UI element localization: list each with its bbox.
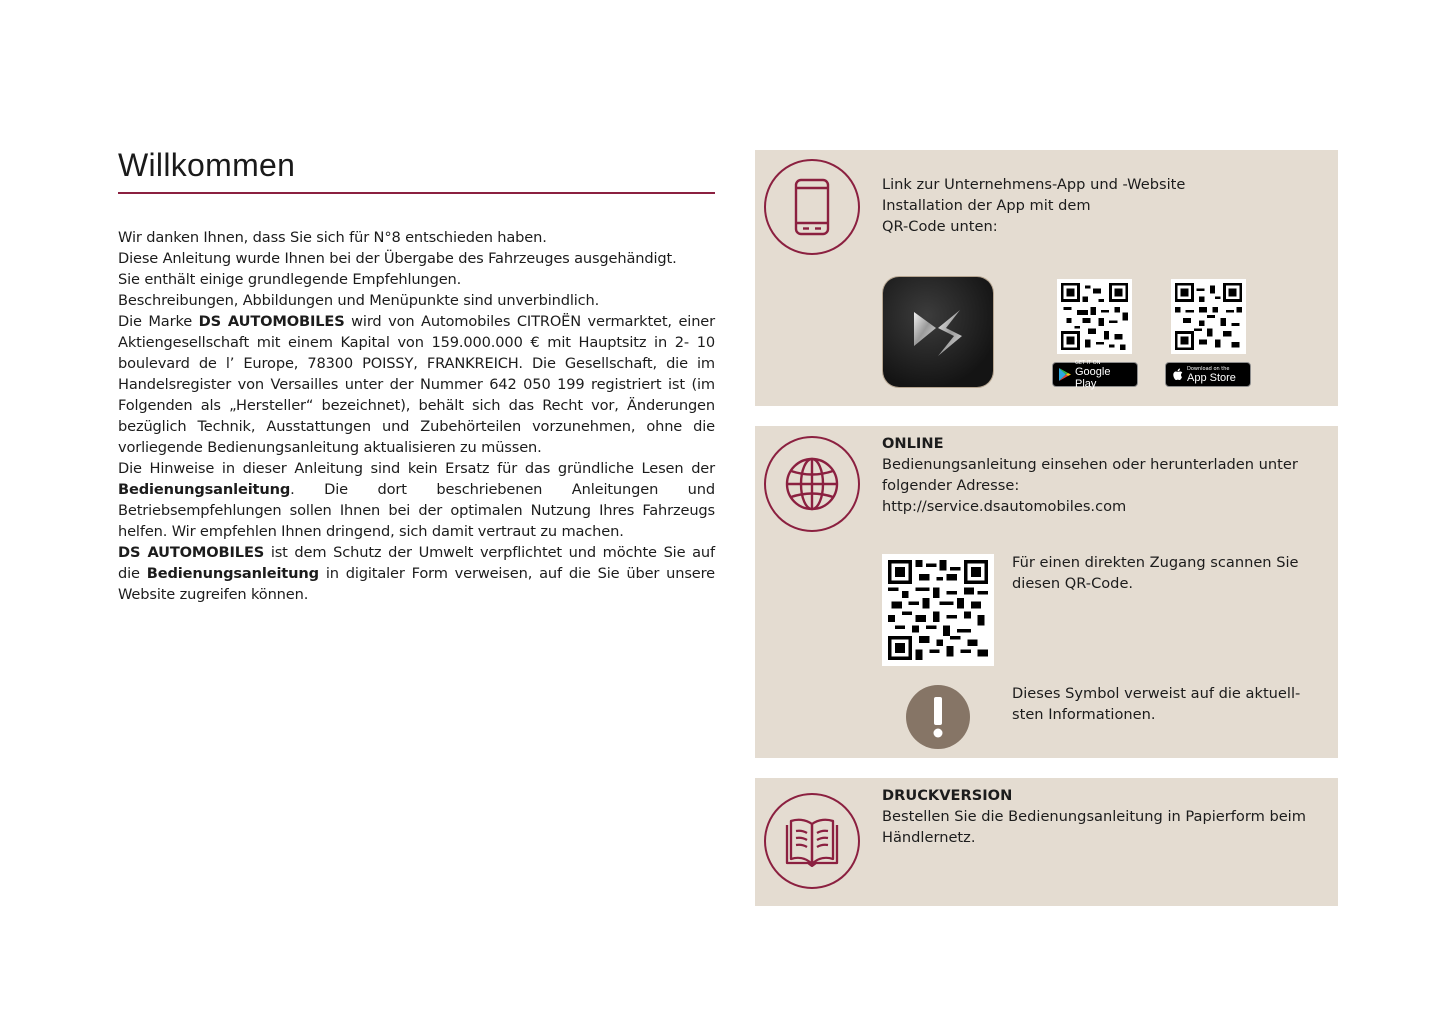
app-store-badge[interactable] bbox=[1165, 362, 1251, 387]
badge-big-text: Google Play bbox=[1075, 365, 1111, 390]
text-line: Bestellen Sie die Bedienungsanleitung in Papierform beim Händlernetz. bbox=[882, 808, 1306, 846]
online-panel-text bbox=[882, 433, 1327, 517]
badge-small-text: Download on the bbox=[1187, 365, 1230, 372]
google-play-badge[interactable] bbox=[1052, 359, 1138, 390]
badge-small-text: GET IT ON bbox=[1075, 359, 1101, 366]
book-icon bbox=[764, 793, 860, 889]
intro-text bbox=[118, 227, 715, 605]
intro-paragraph-environment bbox=[118, 542, 715, 605]
page-title: Willkommen bbox=[118, 147, 296, 183]
intro-section bbox=[118, 146, 715, 605]
text-line: QR-Code unten: bbox=[882, 218, 998, 235]
intro-paragraph-notes bbox=[118, 458, 715, 542]
text: Die Marke bbox=[118, 313, 199, 330]
globe-icon bbox=[764, 436, 860, 532]
panel-heading: DRUCKVERSION bbox=[882, 787, 1013, 804]
title-underline bbox=[118, 192, 715, 194]
app-panel-text bbox=[882, 174, 1327, 237]
panel-heading: ONLINE bbox=[882, 435, 944, 452]
intro-paragraph: Diese Anleitung wurde Ihnen bei der Übergabe des Fahrzeuges ausgehändigt. bbox=[118, 250, 677, 267]
text: Die Hinweise in dieser Anleitung sind kein Ersatz für das gründliche Lesen der bbox=[118, 460, 715, 477]
text-line: Bedienungsanleitung einsehen oder herunterladen unter folgender Adresse: bbox=[882, 456, 1298, 494]
smartphone-icon bbox=[764, 159, 860, 255]
google-play-icon bbox=[1059, 368, 1071, 381]
intro-paragraph: Beschreibungen, Abbildungen und Menüpunkte sind unverbindlich. bbox=[118, 292, 600, 309]
text: ist dem Schutz der Umwelt verpflichtet und möchte Sie auf die bbox=[118, 544, 715, 582]
intro-paragraph-brand bbox=[118, 311, 715, 458]
google-play-label bbox=[1075, 360, 1131, 390]
badge-big-text: App Store bbox=[1187, 371, 1236, 384]
print-panel-text bbox=[882, 785, 1327, 848]
apple-icon bbox=[1172, 368, 1183, 381]
online-panel bbox=[755, 426, 1338, 758]
manual-name: Bedienungsanleitung bbox=[118, 481, 291, 498]
text: . Die dort beschriebenen Anleitungen und Betriebsempfehlungen sollen Ihnen bei der optimalen Nutzung Ihres Fahrzeugs helfen. Wir empfehlen Ihnen dringend, sich damit vertraut zu machen. bbox=[118, 481, 715, 540]
text: wird von Automobiles CITROËN vermarktet, einer Aktiengesellschaft mit einem Kapital von 159.000.000 € mit Hauptsitz in 2- 10 boulevard de l’ Europe, 78300 POISSY, FRANKREICH. Die Gesellschaft, die im Handelsregister von Versailles unter der Nummer 642 050 199 registriert ist (im Folgenden als „Hersteller“ bezeichnet), behält sich das Recht vor, Änderungen bezüglich Technik, Ausstattungen und Zubehörteilen vorzunehmen, ohne die vorliegende Bedienungsanleitung aktualisieren zu müssen. bbox=[118, 313, 715, 456]
exclamation-icon bbox=[906, 685, 970, 749]
intro-paragraph: Sie enthält einige grundlegende Empfehlungen. bbox=[118, 271, 462, 288]
text-line: Installation der App mit dem bbox=[882, 197, 1091, 214]
app-store-qr-code bbox=[1171, 279, 1246, 354]
qr-instruction-text: Für einen direkten Zugang scannen Sie diesen QR-Code. bbox=[1012, 554, 1299, 592]
text-line: Link zur Unternehmens-App und -Website bbox=[882, 176, 1186, 193]
info-symbol-text: Dieses Symbol verweist auf die aktuell-sten Informationen. bbox=[1012, 685, 1301, 723]
manual-name: Bedienungsanleitung bbox=[146, 565, 319, 582]
text: in digitaler Form verweisen, auf die Sie über unsere Website zugreifen können. bbox=[118, 565, 715, 603]
app-panel bbox=[755, 150, 1338, 406]
manual-qr-code bbox=[882, 554, 994, 666]
google-play-qr-code bbox=[1057, 279, 1132, 354]
brand-name: DS AUTOMOBILES bbox=[118, 544, 265, 561]
intro-paragraph: Wir danken Ihnen, dass Sie sich für N°8 entschieden haben. bbox=[118, 229, 547, 246]
print-panel bbox=[755, 778, 1338, 906]
service-url-link[interactable]: http://service.dsautomobiles.com bbox=[882, 498, 1127, 515]
brand-name: DS AUTOMOBILES bbox=[198, 313, 345, 330]
ds-app-icon[interactable] bbox=[883, 277, 993, 387]
app-store-label bbox=[1187, 366, 1236, 384]
